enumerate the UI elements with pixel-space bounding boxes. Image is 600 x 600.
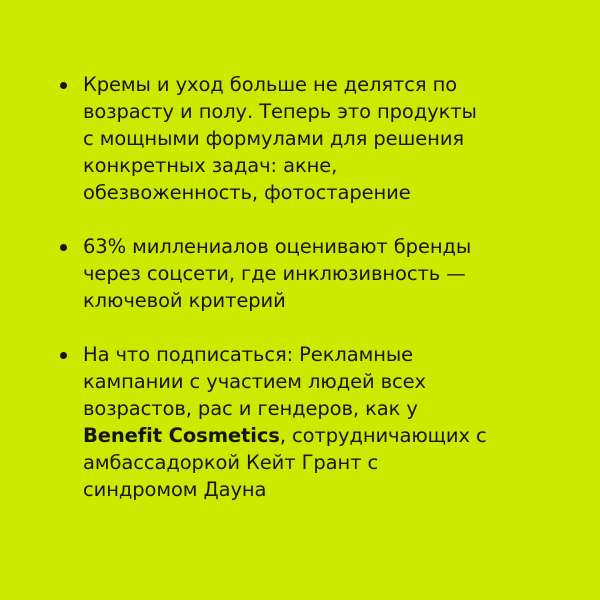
bullet-text-line: Кремы и уход больше не делятся по xyxy=(83,73,458,96)
bullet-text-line: ключевой критерий xyxy=(83,289,286,312)
bullet-text-line: кампании с участием людей всех xyxy=(83,370,427,393)
bullet-text-line: конкретных задач: акне, xyxy=(83,154,338,177)
bullet-text-line: возрастов, рас и гендеров, как у xyxy=(83,397,418,420)
bullet-dot-icon xyxy=(60,352,67,359)
bullet-text-line: возрасту и полу. Теперь это продукты xyxy=(83,100,477,123)
bullet-text-line: 63% миллениалов оценивают бренды xyxy=(83,235,472,258)
bullet-item-subscribe xyxy=(60,341,580,503)
bullet-list xyxy=(60,71,580,503)
bullet-dot-icon xyxy=(60,82,67,89)
brand-suffix: , сотрудничающих с xyxy=(279,424,487,447)
bullet-text-line: обезвоженность, фотостарение xyxy=(83,181,411,204)
bullet-text-line: с мощными формулами для решения xyxy=(83,127,465,150)
bullet-text-line: На что подписаться: Рекламные xyxy=(83,343,414,366)
bullet-text-line-brand xyxy=(83,422,580,449)
bullet-item-millennials xyxy=(60,233,580,314)
bullet-text-line: через соцсети, где инклюзивность — xyxy=(83,262,466,285)
bullet-text-line: синдромом Дауна xyxy=(83,478,267,501)
bullet-dot-icon xyxy=(60,244,67,251)
bullet-text-line: амбассадоркой Кейт Грант с xyxy=(83,451,379,474)
bullet-item-skincare xyxy=(60,71,580,206)
brand-name: Benefit Cosmetics xyxy=(83,424,280,447)
